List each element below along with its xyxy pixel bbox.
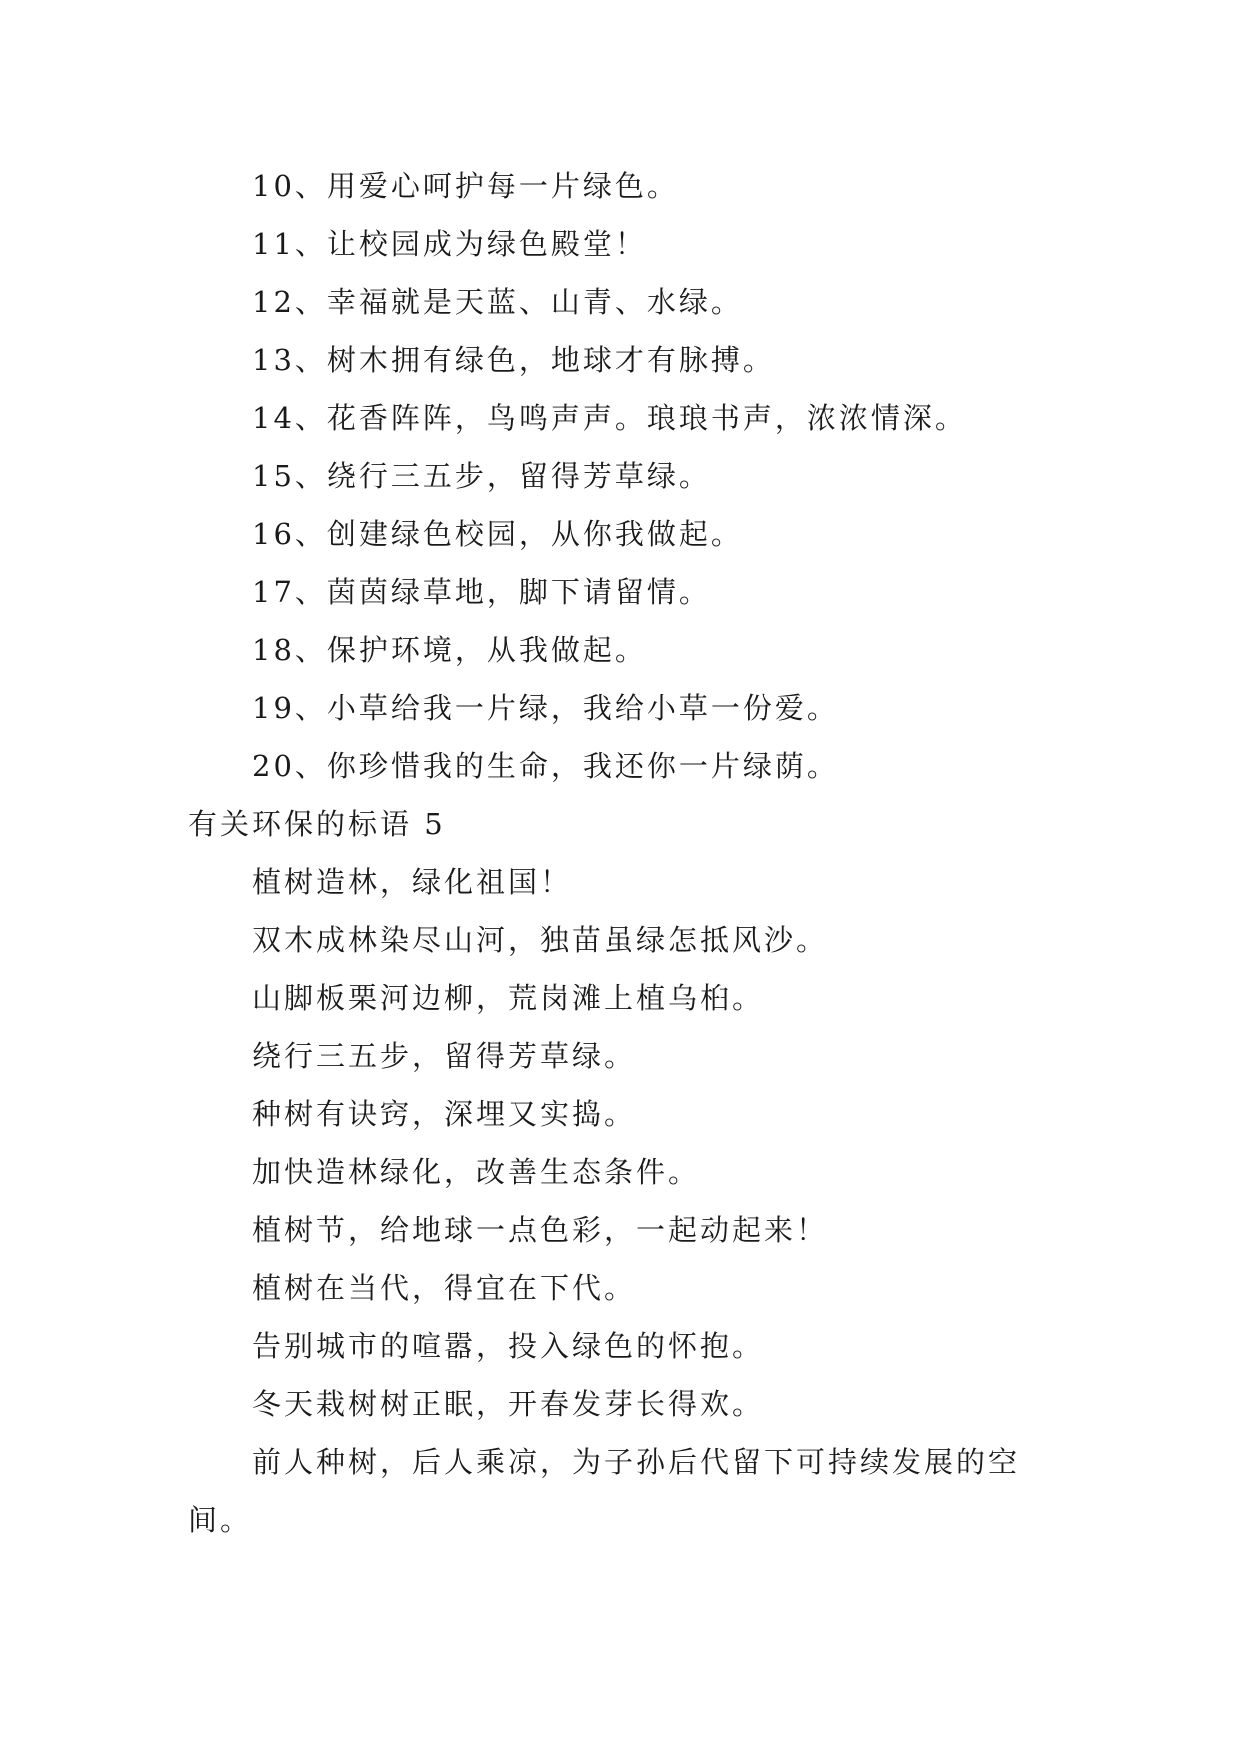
- slogan-line-continuation: 间。: [188, 1503, 253, 1537]
- slogan-line: 冬天栽树树正眠，开春发芽长得欢。: [252, 1387, 765, 1421]
- list-item-13: 13、树木拥有绿色，地球才有脉搏。: [252, 343, 775, 377]
- slogan-line: 告别城市的喧嚣，投入绿色的怀抱。: [252, 1329, 765, 1363]
- slogan-line: 绕行三五步，留得芳草绿。: [252, 1039, 637, 1073]
- slogan-line: 加快造林绿化，改善生态条件。: [252, 1155, 701, 1189]
- slogan-line: 植树节，给地球一点色彩，一起动起来！: [252, 1213, 829, 1247]
- list-item-18: 18、保护环境，从我做起。: [252, 633, 647, 667]
- list-item-17: 17、茵茵绿草地，脚下请留情。: [252, 575, 711, 609]
- slogan-line: 双木成林染尽山河，独苗虽绿怎抵风沙。: [252, 923, 829, 957]
- slogan-line: 植树造林，绿化祖国！: [252, 865, 573, 899]
- slogan-line: 前人种树，后人乘凉，为子孙后代留下可持续发展的空: [252, 1445, 1021, 1479]
- list-item-11: 11、让校园成为绿色殿堂！: [252, 227, 647, 261]
- list-item-10: 10、用爱心呵护每一片绿色。: [252, 169, 679, 203]
- list-item-14: 14、花香阵阵，鸟鸣声声。琅琅书声，浓浓情深。: [252, 401, 967, 435]
- list-item-20: 20、你珍惜我的生命，我还你一片绿荫。: [252, 749, 839, 783]
- list-item-19: 19、小草给我一片绿，我给小草一份爱。: [252, 691, 839, 725]
- list-item-12: 12、幸福就是天蓝、山青、水绿。: [252, 285, 743, 319]
- slogan-line: 山脚板栗河边柳，荒岗滩上植乌桕。: [252, 981, 765, 1015]
- list-item-15: 15、绕行三五步，留得芳草绿。: [252, 459, 711, 493]
- section-heading: 有关环保的标语 5: [188, 807, 446, 841]
- list-item-16: 16、创建绿色校园，从你我做起。: [252, 517, 743, 551]
- slogan-line: 植树在当代，得宜在下代。: [252, 1271, 637, 1305]
- slogan-line: 种树有诀窍，深埋又实捣。: [252, 1097, 637, 1131]
